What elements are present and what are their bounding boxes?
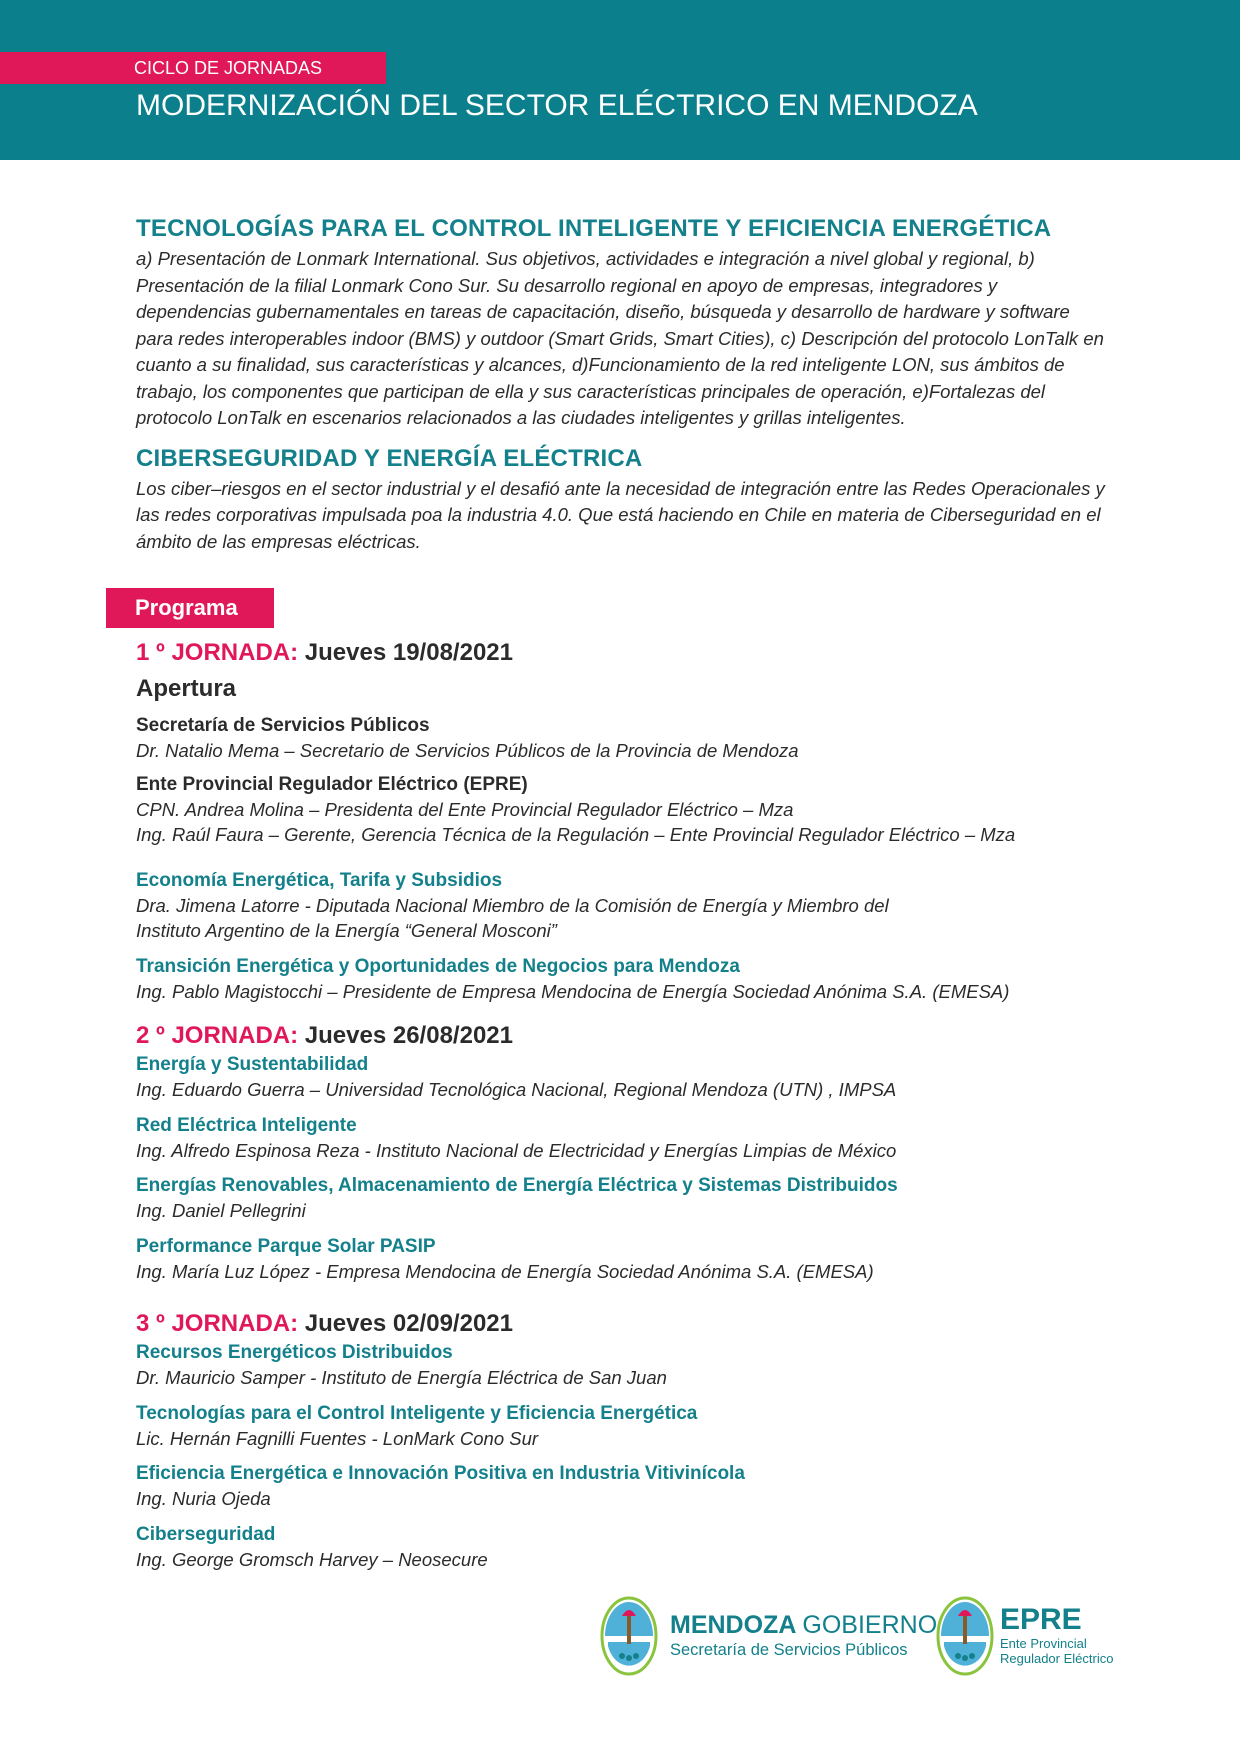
section-text: Los ciber–riesgos en el sector industrial y el desafió ante la necesidad de integración entre las Redes Operacionales y las redes corporativas impulsada poa la industria 4.0. Que está haciendo en Chile en materia de Ciberseguridad en el ámbito de las empresas eléctricas. bbox=[136, 477, 1105, 552]
list-item bbox=[136, 954, 1136, 1005]
list-item bbox=[136, 868, 1136, 944]
section-text: a) Presentación de Lonmark International. Sus objetivos, actividades e integración a nivel global y regional, b) Presentación de la filial Lonmark Cono Sur. Su desarrollo regional en apoyo de empresas, integradores y dependencias gubernamentales en tareas de capacitación, diseño, búsqueda y desarrollo de hardware y software para redes interoperables indoor (BMS) y outdoor (Smart Grids, Smart Cities), c) Descripción del protocolo LonTalk en cuanto a su finalidad, sus características y alcances, d)Funcionamiento de la red inteligente LON, sus ámbitos de trabajo, los componentes que participan de ella y sus características principales de operación, e)Fortalezas del protocolo LonTalk en escenarios relacionados a las ciudades inteligentes y grillas inteligentes. bbox=[136, 248, 1104, 428]
epre-logo-text bbox=[1000, 1604, 1113, 1666]
speaker-line: Dra. Jimena Latorre - Diputada Nacional Miembro de la Comisión de Energía y Miembro del bbox=[136, 894, 889, 916]
section-title: TECNOLOGÍAS PARA EL CONTROL INTELIGENTE Y EFICIENCIA ENERGÉTICA bbox=[136, 215, 1052, 242]
jornada-heading bbox=[136, 1020, 1136, 1052]
mendoza-wordmark: MENDOZA bbox=[670, 1611, 796, 1639]
org-title: Secretaría de Servicios Públicos bbox=[136, 715, 430, 736]
speaker-line: Ing. María Luz López - Empresa Mendocina de Energía Sociedad Anónima S.A. (EMESA) bbox=[136, 1260, 874, 1282]
talk-title: Transición Energética y Oportunidades de Negocios para Mendoza bbox=[136, 955, 740, 977]
speaker-line: Ing. Nuria Ojeda bbox=[136, 1488, 271, 1509]
talk-title: Energías Renovables, Almacenamiento de Energía Eléctrica y Sistemas Distribuidos bbox=[136, 1175, 898, 1196]
programa-label: Programa bbox=[106, 588, 274, 628]
jornada-heading bbox=[136, 637, 1136, 669]
section-title: CIBERSEGURIDAD Y ENERGÍA ELÉCTRICA bbox=[136, 444, 643, 472]
jornada-1 bbox=[136, 637, 1136, 1014]
list-item bbox=[136, 1340, 1136, 1391]
gobierno-wordmark: GOBIERNO bbox=[802, 1611, 938, 1639]
jornada-3 bbox=[136, 1308, 1136, 1582]
talk-title: Economía Energética, Tarifa y Subsidios bbox=[136, 869, 503, 891]
speaker-line: Ing. Eduardo Guerra – Universidad Tecnológica Nacional, Regional Mendoza (UTN) , IMPSA bbox=[136, 1079, 897, 1100]
list-item bbox=[136, 1234, 1136, 1285]
speaker-line: Ing. George Gromsch Harvey – Neosecure bbox=[136, 1548, 488, 1570]
footer-logos bbox=[600, 1596, 1160, 1686]
list-item bbox=[136, 1461, 1136, 1512]
jornada-date: Jueves 26/08/2021 bbox=[304, 1022, 513, 1049]
talk-title: Recursos Energéticos Distribuidos bbox=[136, 1342, 453, 1363]
list-item bbox=[136, 1522, 1136, 1573]
talk-title: Ciberseguridad bbox=[136, 1523, 276, 1545]
talk-title: Energía y Sustentabilidad bbox=[136, 1054, 369, 1075]
list-item bbox=[136, 1173, 1136, 1224]
speaker-line: Lic. Hernán Fagnilli Fuentes - LonMark Cono Sur bbox=[136, 1427, 539, 1449]
jornada-label: 3 º JORNADA: bbox=[136, 1310, 299, 1337]
speaker-line: Ing. Raúl Faura – Gerente, Gerencia Técnica de la Regulación – Ente Provincial Regulador Eléctrico – Mza bbox=[136, 824, 1016, 845]
speaker-line: Ing. Alfredo Espinosa Reza - Instituto Nacional de Electricidad y Energías Limpias de México bbox=[136, 1139, 897, 1161]
speaker-line: Dr. Mauricio Samper - Instituto de Energía Eléctrica de San Juan bbox=[136, 1367, 667, 1388]
org-title: Ente Provincial Regulador Eléctrico (EPRE) bbox=[136, 773, 528, 795]
epre-subtitle-1: Ente Provincial bbox=[1000, 1636, 1087, 1651]
speaker-line: Ing. Daniel Pellegrini bbox=[136, 1200, 306, 1221]
speaker-line: Dr. Natalio Mema – Secretario de Servicios Públicos de la Provincia de Mendoza bbox=[136, 740, 799, 761]
intro-section bbox=[136, 212, 1106, 565]
talk-title: Tecnologías para el Control Inteligente y Eficiencia Energética bbox=[136, 1402, 698, 1424]
mendoza-subtitle: Secretaría de Servicios Públicos bbox=[670, 1641, 908, 1659]
epre-coat-of-arms-icon bbox=[936, 1596, 994, 1676]
jornada-date: Jueves 19/08/2021 bbox=[304, 639, 513, 666]
page-title: MODERNIZACIÓN DEL SECTOR ELÉCTRICO EN MENDOZA bbox=[136, 89, 978, 122]
talk-title: Eficiencia Energética e Innovación Positiva en Industria Vitivinícola bbox=[136, 1463, 745, 1484]
jornada-2 bbox=[136, 1020, 1136, 1294]
jornada-label: 2 º JORNADA: bbox=[136, 1022, 299, 1049]
speaker-line: Instituto Argentino de la Energía “General Mosconi” bbox=[136, 920, 557, 941]
list-item bbox=[136, 1401, 1136, 1452]
speaker-line: Ing. Pablo Magistocchi – Presidente de Empresa Mendocina de Energía Sociedad Anónima S.A. (EMESA) bbox=[136, 980, 1010, 1002]
epre-subtitle-2: Regulador Eléctrico bbox=[1000, 1651, 1114, 1666]
list-item bbox=[136, 1052, 1136, 1103]
apertura-heading: Apertura bbox=[136, 675, 237, 702]
list-item bbox=[136, 1113, 1136, 1164]
speaker-line: CPN. Andrea Molina – Presidenta del Ente Provincial Regulador Eléctrico – Mza bbox=[136, 798, 794, 820]
talk-title: Performance Parque Solar PASIP bbox=[136, 1235, 436, 1257]
series-label: CICLO DE JORNADAS bbox=[0, 52, 386, 84]
jornada-date: Jueves 02/09/2021 bbox=[304, 1310, 513, 1337]
mendoza-logo-text bbox=[670, 1610, 937, 1660]
jornada-label: 1 º JORNADA: bbox=[136, 639, 299, 666]
epre-wordmark: EPRE bbox=[1000, 1603, 1082, 1636]
jornada-heading bbox=[136, 1308, 1136, 1340]
mendoza-coat-of-arms-icon bbox=[600, 1596, 658, 1676]
talk-title: Red Eléctrica Inteligente bbox=[136, 1114, 357, 1136]
